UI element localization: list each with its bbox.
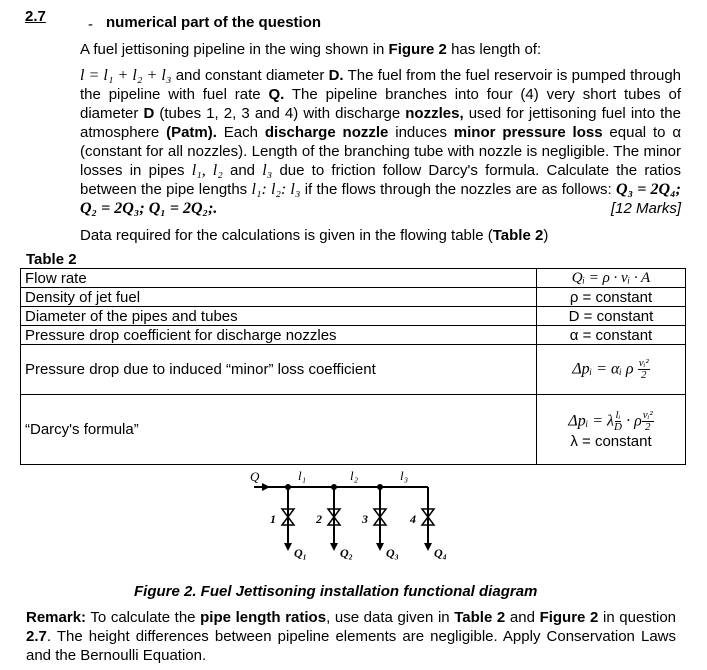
intro-post: has length of: — [446, 41, 542, 58]
pipe-symbols: l₁, l₂ — [191, 162, 223, 179]
table-cell-value — [537, 395, 686, 465]
table-cell-label: “Darcy's formula” — [21, 395, 537, 465]
question-heading: numerical part of the question — [106, 14, 322, 31]
flow-relations: Q₃ = 2Q₄; Q₂ = 2Q₃; Q₁ = 2Q₂;. — [80, 181, 681, 217]
table-cell-value: D = constant — [537, 307, 686, 326]
fraction-denominator: D — [613, 420, 622, 433]
fraction-denominator: 2 — [644, 420, 651, 433]
text-segment: Data required for the calculations is given in the flowing table ( — [80, 227, 493, 244]
table-row — [21, 288, 686, 307]
nozzle-label: 2 — [316, 512, 322, 526]
nozzle-label: 1 — [270, 512, 276, 526]
table-row — [21, 307, 686, 326]
bold-segment: Figure 2 — [539, 609, 599, 626]
bold-segment: D — [143, 105, 155, 122]
branch-2 — [315, 484, 353, 560]
flow-label: Q₁ — [294, 546, 307, 560]
bold-segment: D. — [328, 67, 344, 84]
bold-segment: nozzles, — [405, 105, 464, 122]
text-segment: , use data given in — [326, 609, 455, 626]
lambda-constant: λ = constant — [570, 432, 652, 450]
fraction-numerator: vᵢ² — [642, 408, 653, 421]
text-segment: induces — [388, 124, 454, 141]
question-number: 2.7 — [25, 8, 46, 25]
table-cell-label: Flow rate — [21, 269, 537, 288]
nozzle-label: 3 — [362, 512, 368, 526]
branch-4 — [409, 487, 447, 560]
intro-pre: A fuel jettisoning pipeline in the wing shown in — [80, 41, 389, 58]
table-cell-label: Density of jet fuel — [21, 288, 537, 307]
problem-statement — [80, 66, 681, 218]
velocity-fraction — [638, 358, 650, 381]
inlet-label: Q — [250, 469, 260, 484]
pipeline-diagram — [240, 465, 470, 580]
heading-dash: - — [88, 16, 93, 33]
minor-loss-lhs: Δpᵢ = αᵢ ρ — [572, 360, 634, 378]
table-row — [21, 269, 686, 288]
length-fraction — [614, 410, 622, 433]
fraction-denominator: 2 — [640, 369, 647, 381]
intro-figure-ref: Figure 2 — [388, 41, 447, 58]
bold-segment: (Patm). — [166, 124, 217, 141]
text-segment: The pipeline branches into four (4) very short tubes of diameter — [80, 86, 681, 122]
text-segment: The fuel from the fuel reservoir is pumped through the pipeline with fuel rate — [80, 67, 682, 103]
text-segment: due to friction follow Darcy's formula. Calculate the ratios between the pipe lengths — [80, 162, 681, 198]
text-segment: equal to α (constant for all nozzles). Length of the branching tube with nozzle is negligible. The minor losses in pipes — [80, 124, 682, 179]
table-cell-value: Qᵢ = ρ · vᵢ · A — [537, 269, 686, 288]
table-cell-value: ρ = constant — [537, 288, 686, 307]
table-cell-label: Pressure drop coefficient for discharge nozzles — [21, 326, 537, 345]
pipe-label-2: l₂ — [350, 468, 359, 483]
outflow-arrow-icon — [376, 543, 384, 551]
table-cell-label: Diameter of the pipes and tubes — [21, 307, 537, 326]
text-segment: (tubes 1, 2, 3 and 4) with discharge — [154, 105, 406, 122]
text-segment: if the flows through the nozzles are as follows: — [300, 181, 617, 198]
bold-segment: pipe length ratios — [200, 609, 327, 626]
data-line — [80, 226, 681, 245]
text-segment: in question — [598, 609, 677, 626]
marks-label: [12 Marks] — [610, 200, 681, 217]
text-segment: used for jettisoning fuel into the atmosphere — [80, 105, 681, 141]
bold-segment: Q. — [268, 86, 285, 103]
remark-paragraph — [26, 608, 676, 665]
outflow-arrow-icon — [284, 543, 292, 551]
flow-label: Q₃ — [386, 546, 399, 560]
bold-segment: minor pressure loss — [453, 124, 603, 141]
intro-line — [80, 40, 681, 59]
text-segment: Each — [216, 124, 265, 141]
table-row — [21, 395, 686, 465]
bold-segment: Table 2 — [454, 609, 506, 626]
length-ratio: l₁: l₂: l₃ — [251, 181, 301, 198]
data-table — [20, 268, 686, 465]
table-row — [21, 326, 686, 345]
branch-1 — [270, 484, 307, 560]
darcy-lhs: Δpᵢ = λ — [568, 411, 614, 429]
table-title: Table 2 — [26, 251, 77, 268]
text-segment: . The height differences between pipeline elements are negligible. Apply Conservation Laws and the Bernoulli Equation. — [26, 628, 676, 664]
outflow-arrow-icon — [424, 543, 432, 551]
branch-3 — [361, 484, 399, 560]
table-cell-label: Pressure drop due to induced “minor” loss coefficient — [21, 345, 537, 395]
pipe-label-1: l₁ — [298, 468, 307, 483]
fraction-numerator: lᵢ — [615, 408, 621, 421]
darcy-formula — [541, 410, 681, 433]
velocity-fraction — [642, 410, 654, 433]
table-cell-value: α = constant — [537, 326, 686, 345]
fraction-numerator: vᵢ² — [638, 357, 649, 369]
flow-label: Q₄ — [434, 546, 447, 560]
darcy-mid: · ρ — [626, 411, 642, 429]
text-segment: and constant diameter — [171, 67, 329, 84]
nozzle-label: 4 — [410, 512, 416, 526]
length-formula: l = l₁ + l₂ + l₃ — [80, 67, 172, 84]
pipe-symbol: l₃ — [262, 162, 273, 179]
table-row — [21, 345, 686, 395]
table-cell-value — [537, 345, 686, 395]
text-segment: and — [222, 162, 263, 179]
remark-label: Remark: — [26, 609, 87, 626]
flow-label: Q₂ — [340, 546, 353, 560]
table-ref: Table 2 — [492, 227, 544, 244]
bold-segment: 2.7 — [26, 628, 47, 645]
outflow-arrow-icon — [330, 543, 338, 551]
text-segment: To calculate the — [86, 609, 201, 626]
figure-caption: Figure 2. Fuel Jettisoning installation functional diagram — [134, 583, 538, 600]
text-segment: ) — [543, 227, 549, 244]
pipe-label-3: l₃ — [400, 468, 409, 483]
text-segment: and — [505, 609, 540, 626]
bold-segment: discharge nozzle — [264, 124, 389, 141]
